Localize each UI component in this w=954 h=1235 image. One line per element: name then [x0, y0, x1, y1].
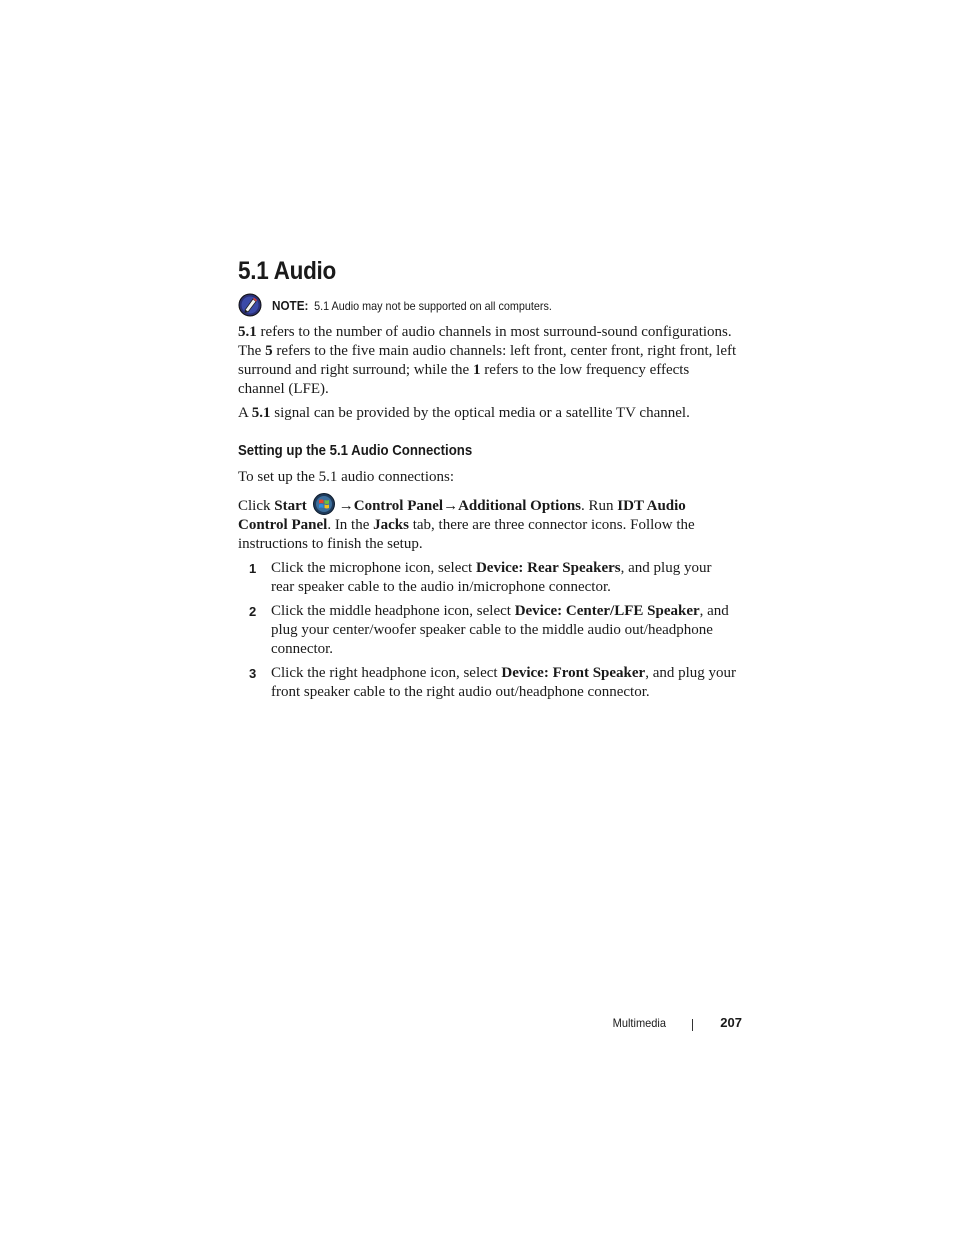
- body-paragraph-2: A 5.1 signal can be provided by the optical media or a satellite TV channel.: [238, 405, 690, 421]
- windows-start-orb-icon: [313, 493, 335, 515]
- instructions-paragraph: Click Start →Control Panel→Additional Options. Run IDT Audio Control Panel. In the Jacks tab, there are three connector icons. Follow the instructions to finish the setup.: [238, 493, 738, 554]
- step-number: 2: [249, 604, 257, 619]
- section-heading: Setting up the 5.1 Audio Connections: [238, 442, 473, 459]
- steps-list: [238, 559, 738, 702]
- intro-text: To set up the 5.1 audio connections:: [238, 469, 454, 485]
- step-item: [238, 664, 738, 702]
- note-pencil-icon: [238, 293, 262, 317]
- note-callout: [238, 293, 738, 317]
- step-item: [238, 602, 738, 659]
- note-text: 5.1 Audio may not be supported on all computers.: [314, 298, 552, 313]
- page-content: [238, 254, 738, 707]
- step-text: Click the microphone icon, select Device: Rear Speakers, and plug your rear speaker cable to the audio in/microphone connector.: [271, 560, 712, 595]
- step-number: 3: [249, 666, 257, 681]
- step-text: Click the right headphone icon, select Device: Front Speaker, and plug your front speaker cable to the right audio out/headphone connector.: [271, 665, 737, 700]
- page-number: 207: [720, 1015, 742, 1030]
- note-label: NOTE:: [272, 297, 309, 313]
- step-number: 1: [249, 561, 257, 576]
- step-item: [238, 559, 738, 597]
- footer-section-name: Multimedia: [612, 1016, 666, 1030]
- step-text: Click the middle headphone icon, select Device: Center/LFE Speaker, and plug your center/woofer speaker cable to the middle audio out/headphone connector.: [271, 603, 729, 657]
- footer-divider: [692, 1019, 693, 1031]
- page-title: 5.1 Audio: [238, 257, 337, 285]
- body-paragraph-1: 5.1 refers to the number of audio channels in most surround-sound configurations. The 5 refers to the five main audio channels: left front, center front, right front, left surround and right surround; while the 1 refers to the low frequency effects channel (LFE).: [238, 324, 737, 397]
- page-footer: [560, 1014, 742, 1034]
